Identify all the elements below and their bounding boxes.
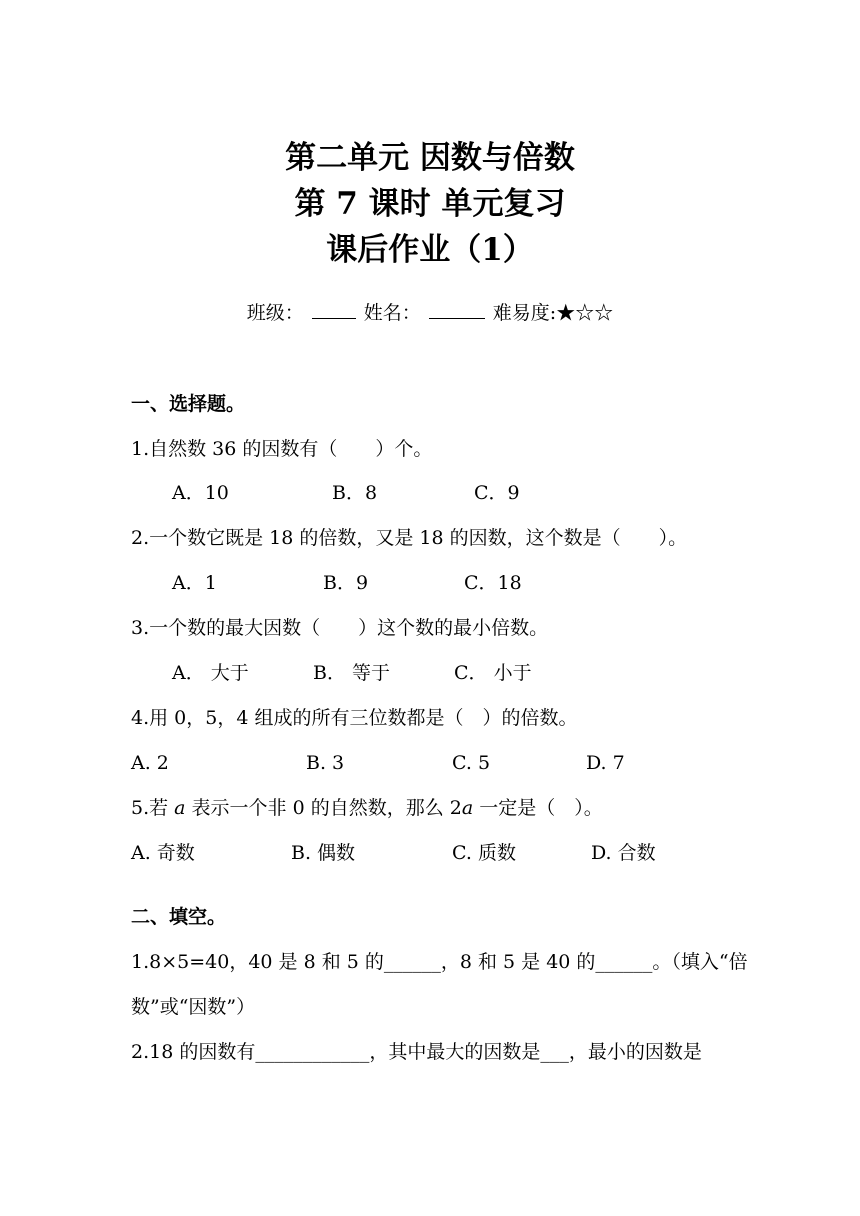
option-1-3-c: C． 小于 — [454, 662, 532, 684]
option-1-1-b: B．8 — [332, 482, 378, 504]
name-label: 姓名： — [363, 302, 421, 324]
question-1-4: 4.用 0，5，4 组成的所有三位数都是（ ）的倍数。 — [131, 707, 578, 729]
question-1-5 — [131, 794, 603, 822]
class-blank[interactable] — [312, 298, 356, 319]
question-1-3: 3.一个数的最大因数（ ）这个数的最小倍数。 — [131, 617, 549, 639]
question-1-2: 2.一个数它既是 18 的倍数，又是 18 的因数，这个数是（ ）。 — [131, 527, 688, 549]
unit-title: 第二单元 因数与倍数 — [285, 140, 575, 176]
option-1-3-a: A． 大于 — [172, 662, 249, 684]
option-1-4-a: A. 2 — [131, 752, 169, 774]
option-1-2-c: C．18 — [464, 572, 522, 594]
option-1-4-c: C. 5 — [452, 752, 491, 774]
question-1-1: 1.自然数 36 的因数有（ ）个。 — [131, 438, 433, 460]
option-1-1-a: A．10 — [172, 482, 229, 504]
question-1-5-var-2a: a — [461, 797, 474, 819]
name-blank[interactable] — [429, 298, 485, 319]
lesson-title: 第 7 课时 单元复习 — [294, 186, 566, 222]
question-2-2-line1: 2.18 的因数有____________，其中最大的因数是___，最小的因数是 — [131, 1041, 702, 1063]
option-1-4-d: D. 7 — [586, 752, 625, 774]
option-1-5-d: D. 合数 — [591, 842, 656, 864]
option-1-5-b: B. 偶数 — [291, 842, 356, 864]
question-1-5-var-a: a — [174, 797, 186, 819]
section1-heading: 一、选择题。 — [131, 393, 246, 415]
class-label: 班级： — [246, 302, 304, 324]
option-1-5-c: C. 质数 — [452, 842, 516, 864]
option-1-1-c: C．9 — [474, 482, 520, 504]
difficulty-stars: ★☆☆ — [556, 302, 614, 324]
option-1-2-b: B．9 — [323, 572, 369, 594]
student-info-row — [0, 298, 860, 327]
option-1-3-b: B． 等于 — [313, 662, 391, 684]
question-1-5-text-a: 5.若 — [131, 797, 175, 819]
option-1-2-a: A．1 — [172, 572, 217, 594]
question-2-1-line2: 数”或“因数”） — [131, 996, 256, 1018]
option-1-4-b: B. 3 — [306, 752, 345, 774]
question-1-5-text-b: 表示一个非 0 的自然数，那么 2 — [185, 797, 462, 819]
homework-title: 课后作业（1） — [326, 232, 534, 268]
question-2-1-line1: 1.8×5=40，40 是 8 和 5 的______，8 和 5 是 40 的______。（填入“倍 — [131, 951, 748, 973]
option-1-5-a: A. 奇数 — [131, 842, 195, 864]
question-1-5-text-c: 一定是（ ）。 — [473, 797, 603, 819]
section2-heading: 二、填空。 — [131, 906, 227, 928]
difficulty-label: 难易度: — [492, 302, 557, 324]
